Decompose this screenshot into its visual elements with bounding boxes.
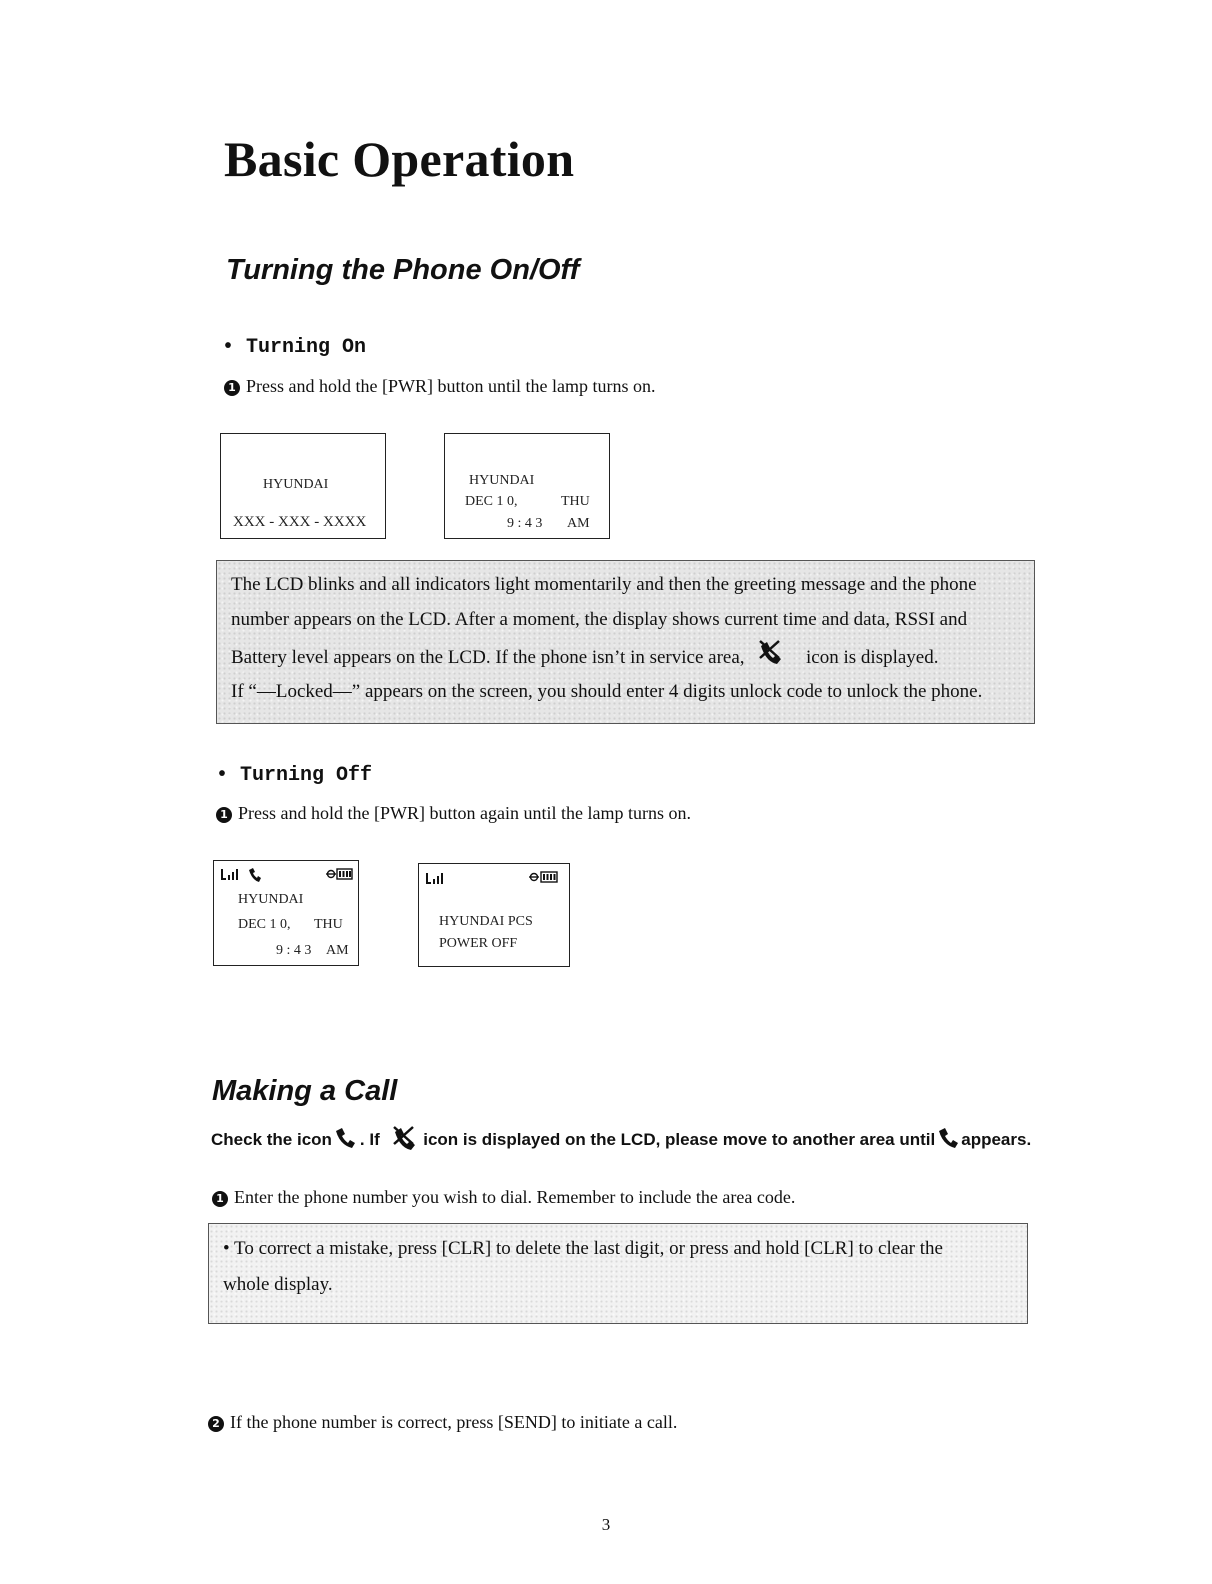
- no-service-icon: [757, 638, 783, 679]
- page-title: Basic Operation: [224, 131, 575, 187]
- step-making-call-2: [208, 1412, 677, 1433]
- step-text: Press and hold the [PWR] button again until the lamp turns on.: [238, 803, 691, 823]
- step-text: Press and hold the [PWR] button until the lamp turns on.: [246, 376, 656, 396]
- step-turning-on-1: [224, 376, 655, 397]
- no-service-icon: [391, 1124, 417, 1157]
- battery-icon: [326, 867, 354, 886]
- phone-handset-icon: [937, 1126, 959, 1155]
- bullet: •: [216, 764, 229, 787]
- note-line: • To correct a mistake, press [CLR] to delete the last digit, or press and hold [CLR] to clear the: [223, 1238, 943, 1259]
- step-number: 1: [224, 380, 240, 396]
- signal-strength-icon: [220, 867, 238, 886]
- lcd-text: HYUNDAI PCS: [439, 914, 533, 929]
- phone-handset-icon: [334, 1126, 356, 1155]
- subheading-turning-off: [216, 764, 372, 787]
- lcd-text: HYUNDAI: [263, 477, 329, 492]
- instruction-text: icon is displayed on the LCD, please move to another area until: [423, 1129, 936, 1149]
- instruction-text: appears.: [961, 1129, 1032, 1149]
- note-line: If “—Locked—” appears on the screen, you should enter 4 digits unlock code to unlock the phone.: [231, 681, 983, 702]
- subheading-text: Turning Off: [240, 764, 373, 787]
- lcd-text: AM: [567, 516, 590, 531]
- step-turning-off-1: [216, 803, 691, 824]
- step-text: If the phone number is correct, press [SEND] to initiate a call.: [230, 1412, 678, 1432]
- lcd-text: 9 : 4 3: [276, 943, 312, 958]
- note-text: Battery level appears on the LCD. If the phone isn’t in service area,: [231, 646, 745, 668]
- subheading-text: Turning On: [246, 336, 367, 359]
- subheading-turning-on: [222, 336, 366, 359]
- lcd-status-screen: [213, 860, 359, 966]
- bullet: •: [222, 336, 235, 359]
- section-heading-turning-phone: Turning the Phone On/Off: [226, 254, 580, 286]
- lcd-text: XXX - XXX - XXXX: [233, 514, 367, 530]
- lcd-text: 9 : 4 3: [507, 516, 543, 531]
- lcd-text: AM: [326, 943, 349, 958]
- step-making-call-1: [212, 1187, 795, 1208]
- step-text: Enter the phone number you wish to dial. Remember to include the area code.: [234, 1187, 796, 1207]
- lcd-idle-screen: [444, 433, 610, 539]
- check-icon-instruction: [211, 1124, 1031, 1157]
- lcd-power-off-screen: [418, 863, 570, 967]
- lcd-text: HYUNDAI: [238, 892, 304, 907]
- lcd-text: THU: [314, 917, 343, 932]
- step-number: 1: [216, 807, 232, 823]
- note-box-correct-mistake: [208, 1223, 1028, 1324]
- lcd-text: POWER OFF: [439, 936, 518, 951]
- instruction-text: . If: [359, 1129, 380, 1149]
- step-number: 2: [208, 1416, 224, 1432]
- step-number: 1: [212, 1191, 228, 1207]
- note-text: icon is displayed.: [806, 646, 939, 668]
- lcd-text: DEC 1 0,: [238, 917, 291, 932]
- note-line: whole display.: [223, 1274, 333, 1295]
- battery-icon: [529, 870, 559, 889]
- lcd-text: HYUNDAI: [469, 473, 535, 488]
- note-line: number appears on the LCD. After a moment, the display shows current time and data, RSSI and: [231, 609, 968, 630]
- page-number: 3: [601, 1515, 611, 1534]
- lcd-text: DEC 1 0,: [465, 494, 518, 509]
- phone-handset-icon: [248, 867, 262, 888]
- section-heading-making-call: Making a Call: [212, 1075, 398, 1107]
- instruction-text: Check the icon: [211, 1129, 332, 1149]
- note-box-turning-on: [216, 560, 1035, 724]
- note-line: The LCD blinks and all indicators light momentarily and then the greeting message and the phone: [231, 574, 977, 595]
- note-line: [231, 638, 938, 679]
- lcd-greeting-screen: [220, 433, 386, 539]
- signal-strength-icon: [425, 871, 443, 890]
- lcd-text: THU: [561, 494, 590, 509]
